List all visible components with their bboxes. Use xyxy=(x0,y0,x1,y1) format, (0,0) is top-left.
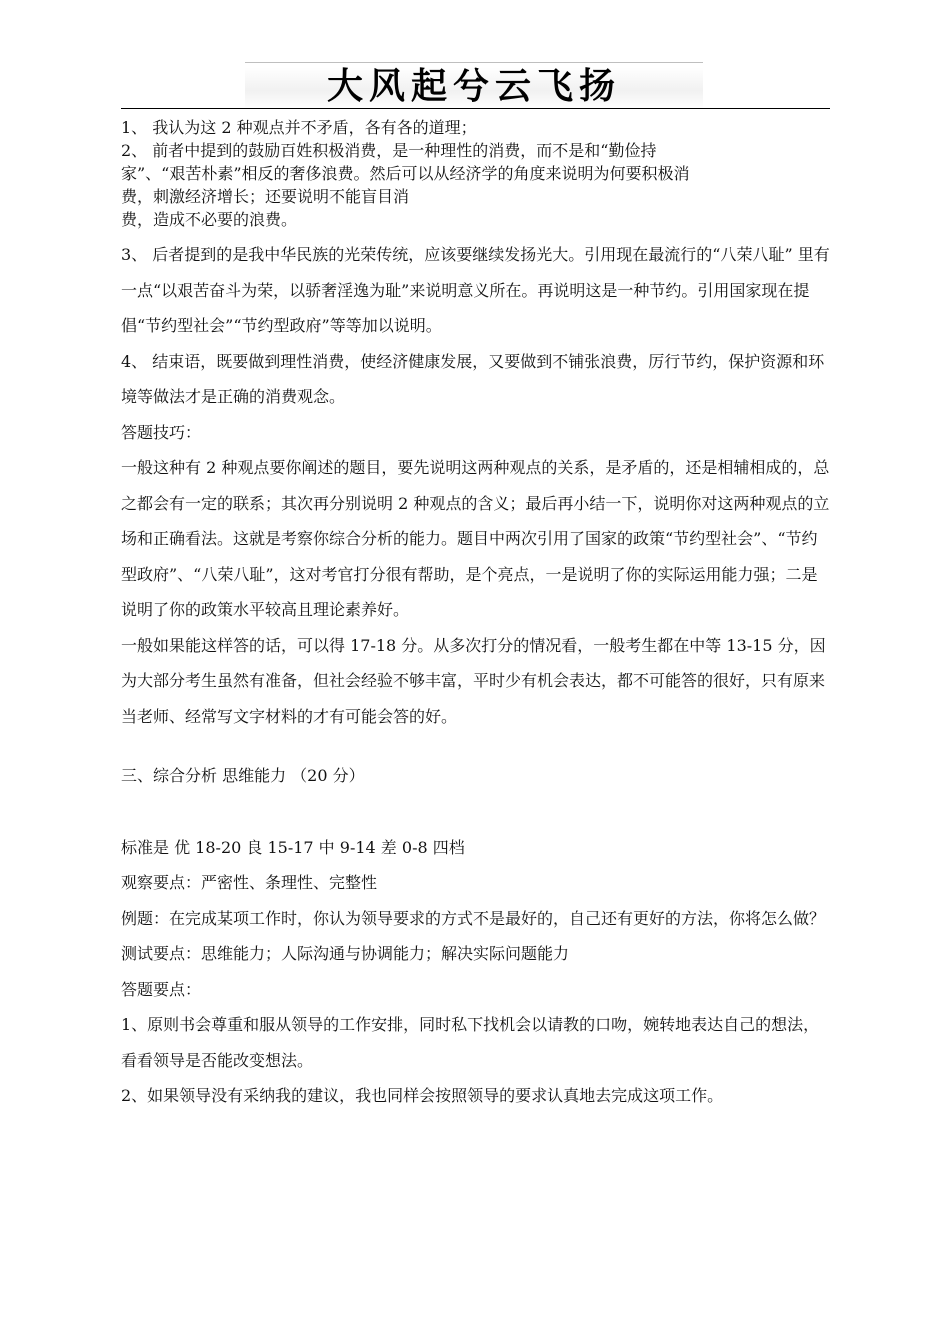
point-2-line-4: 费，造成不必要的浪费。 xyxy=(121,210,298,229)
point-4: 4、 结束语，既要做到理性消费，使经济健康发展，又要做到不铺张浪费，厉行节约，保护资源和环境等做法才是正确的消费观念。 xyxy=(121,351,825,406)
tips-heading: 答题技巧： xyxy=(121,422,202,442)
document-body xyxy=(121,116,830,1114)
banner-title: 大风起兮云飞扬 xyxy=(326,65,621,107)
tips-paragraph-2: 一般如果能这样答的话，可以得 17-18 分。从多次打分的情况看，一般考生都在中等 13-15 分，因为大部分考生虽然有准备，但社会经验不够丰富，平时少有机会表达，都不可能答的很好，只有原来当老师、经常写文字材料的才有可能会答的好。 xyxy=(121,635,826,726)
point-2 xyxy=(121,139,830,231)
point-2-line-1: 2、 前者中提到的鼓励百姓积极消费，是一种理性的消费，而不是和“勤俭持 xyxy=(121,141,657,160)
point-1: 1、 我认为这 2 种观点并不矛盾，各有各的道理； xyxy=(121,118,477,137)
test-points: 测试要点：思维能力；人际沟通与协调能力；解决实际问题能力 xyxy=(121,944,570,963)
observation-points: 观察要点：严密性、条理性、完整性 xyxy=(121,873,378,892)
section-3-title: 三、综合分析 思维能力 （20 分） xyxy=(121,766,365,785)
point-3: 3、 后者提到的是我中华民族的光荣传统，应该要继续发扬光大。引用现在最流行的“八荣八耻” 里有一点“以艰苦奋斗为荣，以骄奢淫逸为耻”来说明意义所在。再说明这是一种节约。引用国家现在提倡“节约型社会”“节约型政府”等等加以说明。 xyxy=(121,245,830,335)
point-2-line-3: 费，刺激经济增长；还要说明不能盲目消 xyxy=(121,187,410,206)
example-question: 例题：在完成某项工作时，你认为领导要求的方式不是最好的，自己还有更好的方法，你将怎么做？ xyxy=(121,908,826,928)
answer-heading: 答题要点： xyxy=(121,979,202,999)
header-rule xyxy=(121,108,830,109)
answer-point-1: 1、原则书会尊重和服从领导的工作安排，同时私下找机会以请教的口吻，婉转地表达自己的想法，看看领导是否能改变想法。 xyxy=(121,1015,820,1070)
scoring-standard: 标准是 优 18-20 良 15-17 中 9-14 差 0-8 四档 xyxy=(121,837,465,857)
answer-point-2: 2、如果领导没有采纳我的建议，我也同样会按照领导的要求认真地去完成这项工作。 xyxy=(121,1086,724,1105)
point-2-line-2: 家”、“艰苦朴素”相反的奢侈浪费。然后可以从经济学的角度来说明为何要积极消 xyxy=(121,164,690,183)
page-header xyxy=(121,62,830,112)
header-banner xyxy=(245,62,703,109)
tips-paragraph-1: 一般这种有 2 种观点要你阐述的题目，要先说明这两种观点的关系，是矛盾的，还是相辅相成的，总之都会有一定的联系；其次再分别说明 2 种观点的含义；最后再小结一下，说明你对这两种观点的立场和正确看法。这就是考察你综合分析的能力。题目中两次引用了国家的政策“节约型社会”、“节约型政府”、“八荣八耻”，这对考官打分很有帮助，是个亮点，一是说明了你的实际运用能力强；二是说明了你的政策水平较高且理论素养好。 xyxy=(121,458,830,619)
